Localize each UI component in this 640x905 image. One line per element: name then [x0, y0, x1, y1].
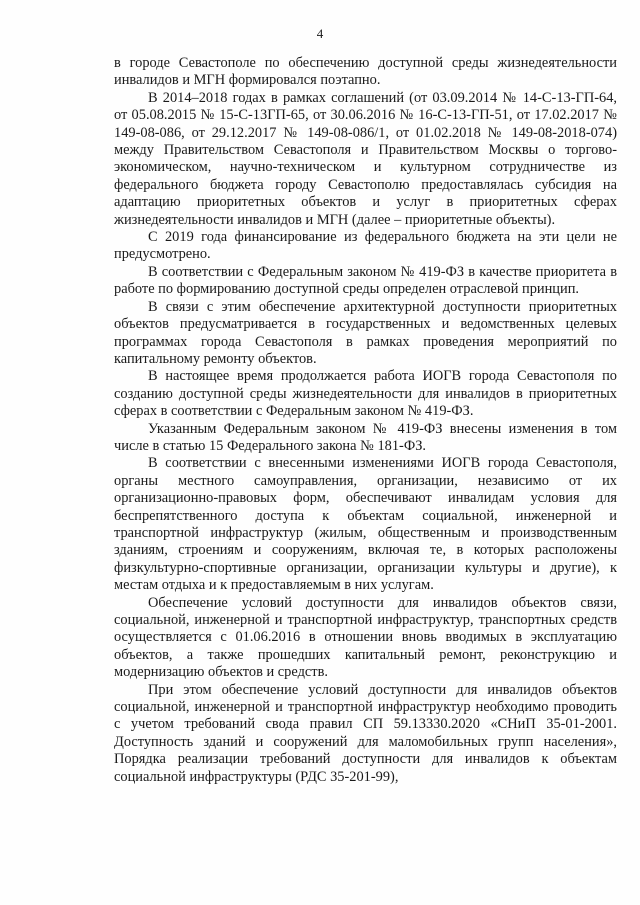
paragraph-1: в городе Севастополе по обеспечению доступной среды жизнедеятельности инвалидов и МГН формировался поэтапно.: [114, 55, 617, 89]
page-number: 4: [316, 26, 324, 41]
paragraph-3: С 2019 года финансирование из федерального бюджета на эти цели не предусмотрено.: [114, 229, 617, 263]
paragraph-4: В соответствии с Федеральным законом № 419-ФЗ в качестве приоритета в работе по формированию доступной среды определен отраслевой принцип.: [114, 263, 617, 298]
paragraph-8: В соответствии с внесенными изменениями ИОГВ города Севастополя, органы местного самоуправления, организации, независимо от их организационно-правовых форм, обеспечивают инвалидам условия для беспрепятственного доступа к объектам социальной, инженерной и транспортной инфраструктур (жилым, общественным и производственным зданиям, строениям и сооружениям, включая те, в которых расположены физкультурно-спортивные организации, организации культуры и другие), к местам отдыха и к предоставляемым в них услугам.: [114, 455, 617, 594]
paragraph-10: При этом обеспечение условий доступности для инвалидов объектов социальной, инженерной и транспортной инфраструктур необходимо проводить с учетом требований свода правил СП 59.13330.2020 «СНиП 35-01-2001. Доступность зданий и сооружений для маломобильных групп населения», Порядка реализации требований доступности для инвалидов к объектам социальной инфраструктуры (РДС 35-201-99),: [114, 681, 617, 785]
paragraph-5: В связи с этим обеспечение архитектурной доступности приоритетных объектов предусматривается в государственных и ведомственных целевых программах города Севастополя в рамках проведения мероприятий по капитальному ремонту объектов.: [114, 298, 617, 367]
paragraph-2: В 2014–2018 годах в рамках соглашений (от 03.09.2014 № 14-С-13-ГП-64, от 05.08.2015 № 15-С-13ГП-65, от 30.06.2016 № 16-С-13-ГП-51, от 17.02.2017 № 149-08-086, от 29.12.2017 № 149-08-086/1, от 01.02.2018 № 149-08-2018-074) между Правительством Севастополя и Правительством Москвы о торгово-экономическом, научно-техническом и культурном сотрудничестве из федерального бюджета городу Севастополю предоставлялась субсидия на адаптацию приоритетных объектов и услуг в приоритетных сферах жизнедеятельности инвалидов и МГН (далее – приоритетные объекты).: [114, 89, 617, 228]
document-body: [114, 55, 617, 786]
paragraph-7: Указанным Федеральным законом № 419-ФЗ внесены изменения в том числе в статью 15 Федерального закона № 181-ФЗ.: [114, 420, 617, 454]
paragraph-6: В настоящее время продолжается работа ИОГВ города Севастополя по созданию доступной среды жизнедеятельности для инвалидов в приоритетных сферах в соответствии с Федеральным законом № 419-ФЗ.: [114, 368, 617, 420]
paragraph-9: Обеспечение условий доступности для инвалидов объектов связи, социальной, инженерной и транспортной инфраструктур, транспортных средств осуществляется с 01.06.2016 в отношении вновь вводимых в эксплуатацию объектов, а также прошедших капитальный ремонт, реконструкцию и модернизацию объектов и средств.: [114, 594, 617, 681]
